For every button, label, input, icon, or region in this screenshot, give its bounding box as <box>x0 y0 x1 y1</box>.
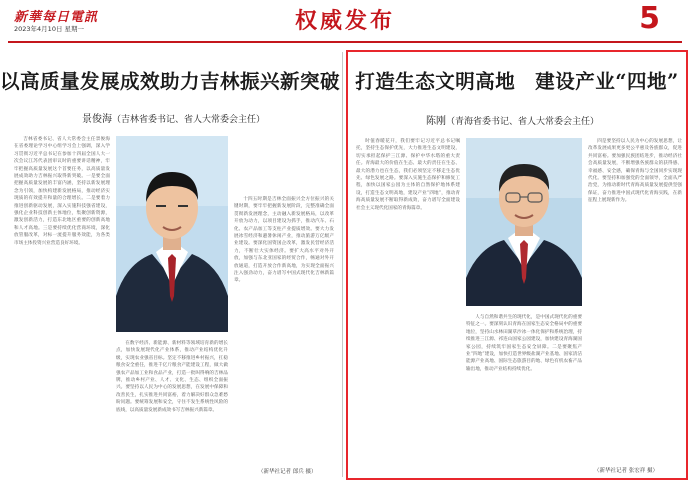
portrait-image <box>116 136 228 332</box>
portrait-image <box>466 138 582 306</box>
author-name: 景俊海 <box>82 114 112 125</box>
section-title: 权威发布 <box>294 8 395 34</box>
article-left <box>0 50 340 480</box>
article-byline <box>82 110 265 125</box>
author-name: 陈刚 <box>426 116 446 127</box>
body-column-3 <box>234 196 334 466</box>
author-portrait <box>116 136 228 332</box>
newspaper-logo: 新華每日電訊 <box>14 10 99 25</box>
masthead-divider <box>8 41 682 43</box>
article-right-highlighted <box>346 50 688 480</box>
body-text: 四是要坚持以人民为中心的发展思想，让改革发展成果更多更公平惠及各族群众，促进共同富裕。要加强民族团结进步，推动经济社会高质量发展，不断增强各族群众的获得感、幸福感、安全感，确保青海与全国同步实现现代化。要坚持和加强党的全面领导，全面从严治党，为推动新时代青海高质量发展提供坚强保证，奋力推进中国式现代化青海实践，在新征程上展现新作为。 <box>588 139 682 204</box>
author-title: （青海省委书记、省人大常委会主任） <box>446 117 600 127</box>
body-column-1 <box>356 138 460 474</box>
issue-date: 2023年4月10日 星期一 <box>14 25 85 33</box>
masthead <box>0 0 690 46</box>
body-column-2 <box>116 340 228 474</box>
body-text: 时值春暖花开，我们要牢记习近平总书记嘱托，坚持生态保护优先，大力推进生态文明建设，切实承担起保护三江源、保护中华水塔的重大责任。青海最大的价值在生态、最大的责任在生态、最大的潜力也在生态，我们必须坚定不移走生态优先、绿色发展之路。要深入实施生态保护和修复工程，加快以国家公园为主体的自然保护地体系建设，打造生态文明高地，建设产业“四地”，推动青海高质量发展不断取得新成效，奋力谱写全面建设社会主义现代化国家的青海篇章。 <box>356 139 460 211</box>
article-headline: 以高质量发展成效助力吉林振兴新突破 <box>0 70 341 93</box>
article-divider <box>342 52 343 477</box>
body-text: 人与自然和谐共生的现代化，是中国式现代化的重要特征之一。要深刻认识青海在国家生态安全格局中的重要地位，坚持山水林田湖草沙冰一体化保护和系统治理，持续推进三江源、祁连山国家公园建设，加快建设青海湖国家公园，持续筑牢国家生态安全屏障。二是要聚焦产业“四地”建设，加快打造世界级盐湖产业基地、国家清洁能源产业高地、国际生态旅游目的地、绿色有机农畜产品输出地，推动产业结构持续优化。 <box>466 315 582 372</box>
body-text: 十四五时期是吉林全面振兴全方位振兴的关键时期，要牢牢把握新发展阶段，完整准确全面贯彻新发展理念，主动融入新发展格局，以改革开放为动力，以项目建设为抓手，推动汽车、石化、农产品加工等支柱产业提质增效。要大力发展冰雪经济和避暑休闲产业，推动旅游万亿级产业建设。要深化国资国企改革，激发民营经济活力，不断壮大实体经济。要扩大高水平对外开放，加强与东北亚国家的经贸合作，畅通对外开放通道，打造开放合作新高地，为实现全面振兴注入强劲动力，奋力谱写中国式现代化吉林新篇章。 <box>234 197 334 284</box>
article-headline: 打造生态文明高地 建设产业“四地” <box>355 70 679 93</box>
body-text: 吉林省委书记、省人大常委会主任景俊海在省委理论学习中心组学习会上强调，深入学习贯彻习近平总书记在参加十四届全国人大一次会议江苏代表团审议时的重要讲话精神，牢牢把握高质量发展这个首要任务，以高质量发展成效助力吉林振兴取得新突破。一是要全面把握高质量发展的丰富内涵，坚持以新发展理念为引领，加快构建新发展格局，推动经济实现质的有效提升和量的合理增长。二是要着力推进创新驱动发展，深入实施科技强省建设，强化企业科技创新主体地位，集聚创新资源，激发创新活力，打造东北地区重要的创新高地和人才高地。三是要持续优化营商环境，深化放管服改革，对标一流提升服务效能，为各类市场主体投资兴业营造良好环境。 <box>14 137 110 246</box>
body-column-3 <box>588 138 682 464</box>
photo-credit: （新华社记者 郎兵 摄） <box>258 469 317 475</box>
author-portrait <box>466 138 582 306</box>
article-byline <box>426 112 599 127</box>
body-column-2 <box>466 314 582 474</box>
author-title: （吉林省委书记、省人大常委会主任） <box>112 115 266 125</box>
body-text: 在数字经济、新能源、新材料等领域培育新的增长点，加快发展现代化产业体系，推动产业结构优化升级，实现农业强省目标。坚定不移推进乡村振兴，扛稳粮食安全重任，推进千亿斤粮食产能建设工程，做大做强农产品加工业和食品产业，打造一批叫得响的吉林品牌，推动乡村产业、人才、文化、生态、组织全面振兴。要坚持以人民为中心的发展思想，在发展中保障和改善民生，扎实推进共同富裕，着力解决好群众急难愁盼问题。要统筹发展和安全，守住不发生系统性风险的底线，以高质量发展新成效书写吉林振兴新篇章。 <box>116 341 228 413</box>
photo-credit: （新华社记者 张宏祥 摄） <box>594 468 658 474</box>
page-number: 5 <box>639 1 660 36</box>
body-column-1 <box>14 136 110 474</box>
